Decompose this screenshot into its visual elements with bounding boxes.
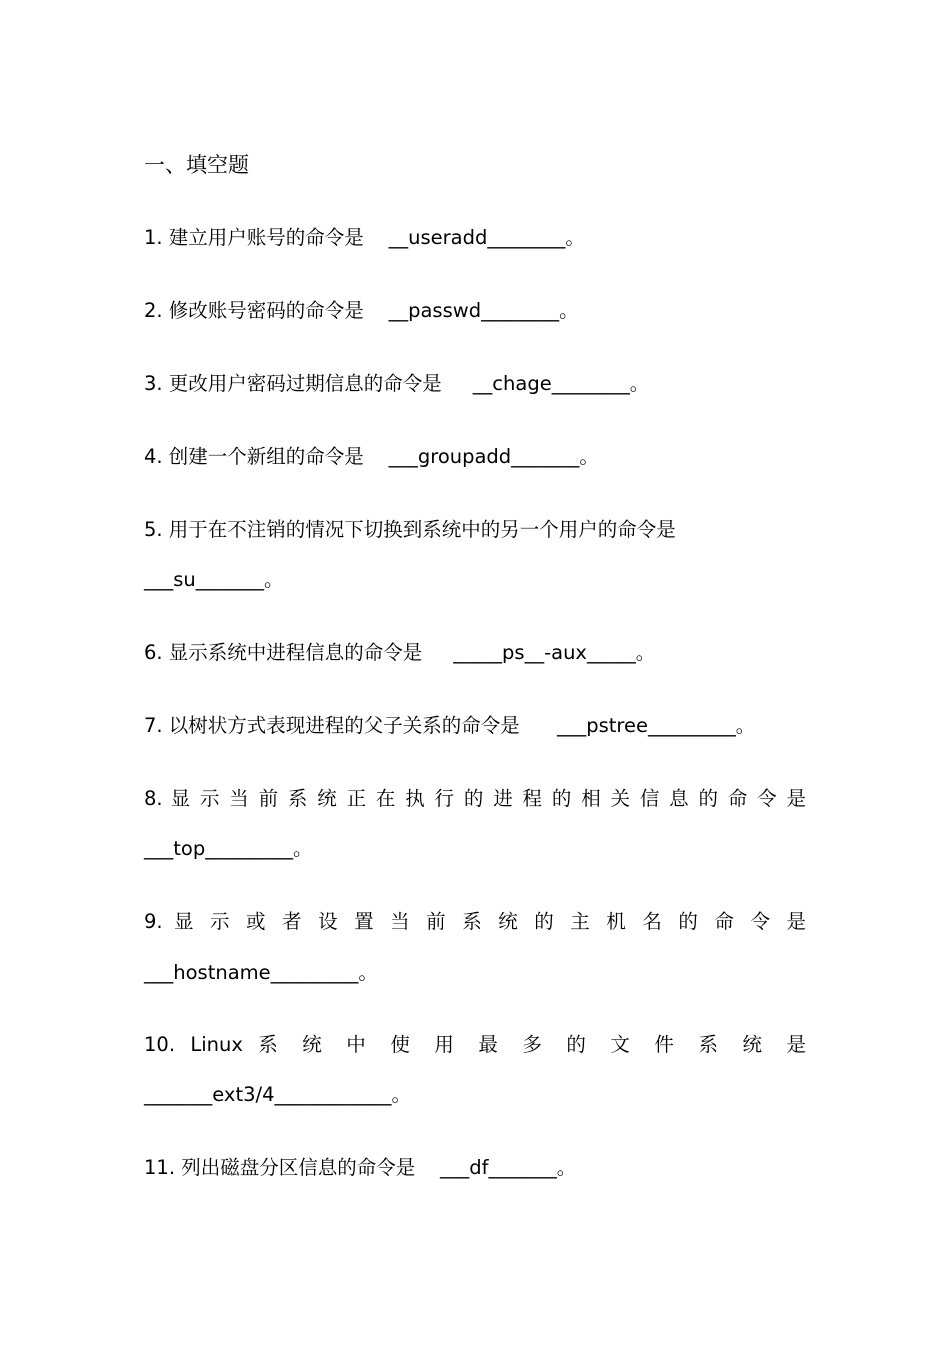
question-6: 6. 显示系统中进程信息的命令是 _____ps__-aux_____。 bbox=[144, 641, 656, 664]
question-7: 7. 以树状方式表现进程的父子关系的命令是 ___pstree_________。 bbox=[144, 714, 756, 737]
question-10-answer: _______ext3/4____________。 bbox=[144, 1083, 411, 1106]
section-title: 一、填空题 bbox=[144, 153, 249, 177]
question-2: 2. 修改账号密码的命令是 __passwd________。 bbox=[144, 299, 579, 322]
question-10: 10. Linux 系 统 中 使 用 最 多 的 文 件 系 统 是 bbox=[144, 1033, 806, 1056]
question-5: 5. 用于在不注销的情况下切换到系统中的另一个用户的命令是 bbox=[144, 518, 676, 541]
question-9: 9. 显 示 或 者 设 置 当 前 系 统 的 主 机 名 的 命 令 是 bbox=[144, 910, 806, 933]
question-9-answer: ___hostname_________。 bbox=[144, 961, 378, 984]
question-11: 11. 列出磁盘分区信息的命令是 ___df_______。 bbox=[144, 1156, 577, 1179]
question-3: 3. 更改用户密码过期信息的命令是 __chage________。 bbox=[144, 372, 650, 395]
question-4: 4. 创建一个新组的命令是 ___groupadd_______。 bbox=[144, 445, 599, 468]
question-8-answer: ___top_________。 bbox=[144, 837, 313, 860]
question-8: 8. 显 示 当 前 系 统 正 在 执 行 的 进 程 的 相 关 信 息 的 命 令 是 bbox=[144, 787, 806, 810]
question-5-answer: ___su_______。 bbox=[144, 568, 284, 591]
question-1: 1. 建立用户账号的命令是 __useradd________。 bbox=[144, 226, 585, 249]
